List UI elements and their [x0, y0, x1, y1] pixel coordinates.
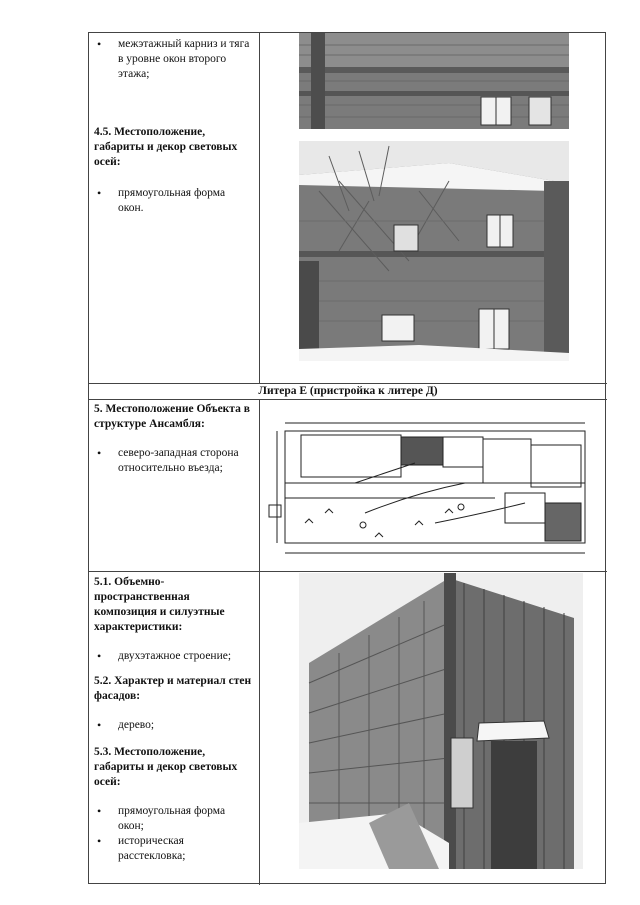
bullet-item: • северо-западная сторона относительно въезда; — [94, 446, 253, 476]
column-divider — [259, 399, 260, 885]
document-table — [88, 32, 606, 884]
row3-bullets — [94, 446, 253, 476]
section-heading: 5.2. Характер и материал стен фасадов: — [94, 675, 252, 702]
row-divider — [89, 571, 607, 572]
bullet-item: • историческая расстекловка; — [94, 834, 253, 864]
bullet-item: • прямоугольная форма окон; — [94, 804, 253, 834]
row2-bullets — [94, 186, 253, 216]
row4-text-cell — [89, 575, 259, 864]
literal-e-header: Литера Е (пристройка к литере Д) — [258, 385, 438, 397]
row4-bullets-2 — [94, 718, 253, 733]
row-divider — [89, 399, 607, 400]
bullet-item: • прямоугольная форма окон. — [94, 186, 253, 216]
bullet-item: • двухэтажное строение; — [94, 649, 253, 664]
row4-bullets-3 — [94, 804, 253, 864]
bullet-item: • дерево; — [94, 718, 253, 733]
bullet-item: • межэтажный карниз и тяга в уровне окон второго этажа; — [94, 37, 253, 82]
site-plan-drawing — [265, 413, 595, 563]
facade-photo-lower — [299, 141, 569, 361]
row1-bullets — [94, 37, 253, 82]
row4-bullets-1 — [94, 649, 253, 664]
section-heading: 5. Местоположение Объекта в структуре Ансамбля: — [94, 403, 250, 430]
section-heading: 5.1. Объемно-пространственная композиция и силуэтные характеристики: — [94, 576, 225, 633]
wooden-building-photo — [299, 573, 583, 869]
row3-text-cell — [89, 402, 259, 476]
row2-text-cell — [89, 125, 259, 216]
section-heading: 5.3. Местоположение, габариты и декор световых осей: — [94, 746, 238, 788]
facade-photo-upper — [299, 33, 569, 129]
section-heading: 4.5. Местоположение, габариты и декор световых осей: — [94, 126, 238, 168]
column-divider — [259, 33, 260, 383]
row1-text-cell — [89, 37, 259, 82]
